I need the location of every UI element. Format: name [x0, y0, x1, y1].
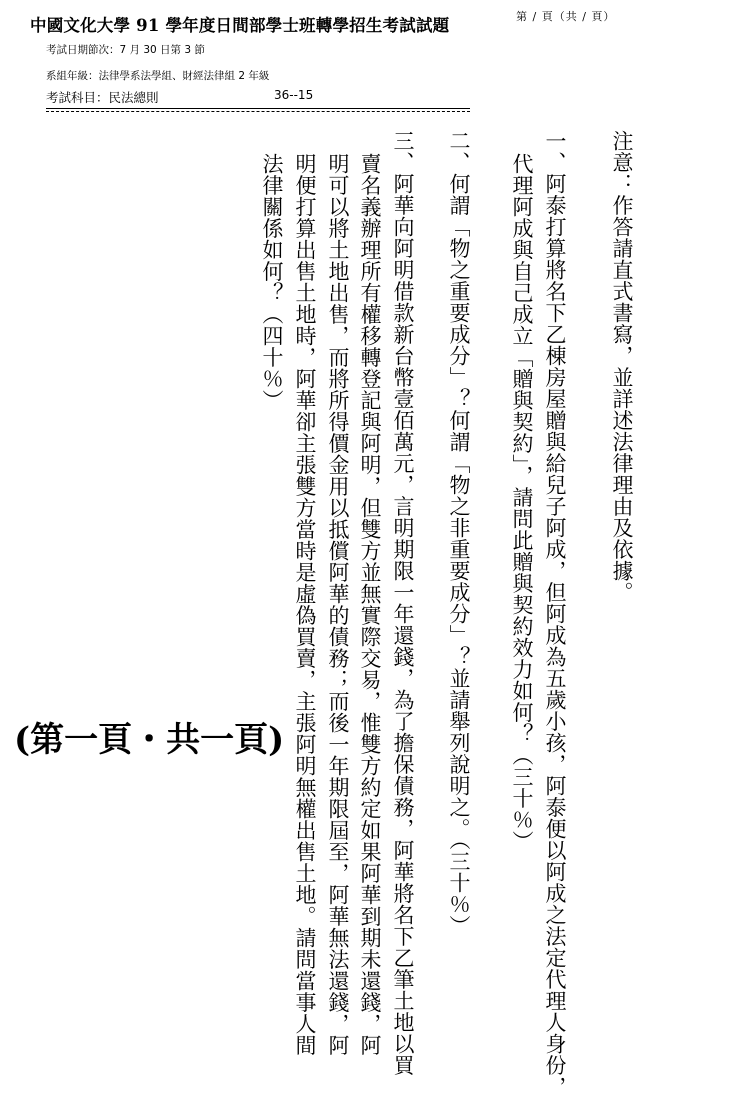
question-3-line-5: 法律關係如何？（四十％）	[260, 153, 284, 411]
question-3-line-3: 明可以將土地出售，而將所得價金用以抵償阿華的債務；而後一年期限屆至，阿華無法還錢，阿	[326, 153, 350, 1056]
exam-subject: 考試科目：民法總則	[46, 90, 159, 105]
question-1-line-1: 一、阿泰打算將名下乙棟房屋贈與給兒子阿成，但阿成為五歲小孩，阿泰便以阿成之法定代理人身份，	[543, 130, 567, 1098]
answer-instructions: 注意：作答請直式書寫，並詳述法律理由及依據。	[610, 130, 634, 603]
question-2-line-1: 二、何謂「物之重要成分」？何謂「物之非重要成分」？並請舉列說明之。（三十％）	[447, 130, 471, 937]
exam-date: 考試日期節次：7 月 30 日第 3 節	[46, 44, 205, 56]
header-rule	[46, 108, 470, 109]
exam-title: 中國文化大學 91 學年度日間部學士班轉學招生考試試題	[30, 16, 450, 35]
subject-code: 36--15	[274, 88, 314, 102]
department-line: 系組年級：法律學系法學組、財經法律組 2 年級	[46, 70, 270, 82]
question-3-line-1: 三、阿華向阿明借款新台幣壹佰萬元，言明期限一年還錢，為了擔保債務，阿華將名下乙筆土地以買	[391, 130, 415, 1076]
header-rule-dashed	[46, 111, 470, 112]
page-footer: (第一頁・共一頁)	[14, 720, 285, 760]
page-indicator: 第 / 頁（共 / 頁）	[516, 10, 616, 23]
question-3-line-4: 明便打算出售土地時，阿華卻主張雙方當時是虛偽買賣，主張阿明無權出售土地。請問當事人間	[293, 153, 317, 1056]
question-1-line-2: 代理阿成與自己成立「贈與契約」，請問此贈與契約效力如何？（三十％）	[510, 153, 534, 852]
question-3-line-2: 賣名義辦理所有權移轉登記與阿明，但雙方並無實際交易，惟雙方約定如果阿華到期未還錢，阿	[358, 153, 382, 1056]
